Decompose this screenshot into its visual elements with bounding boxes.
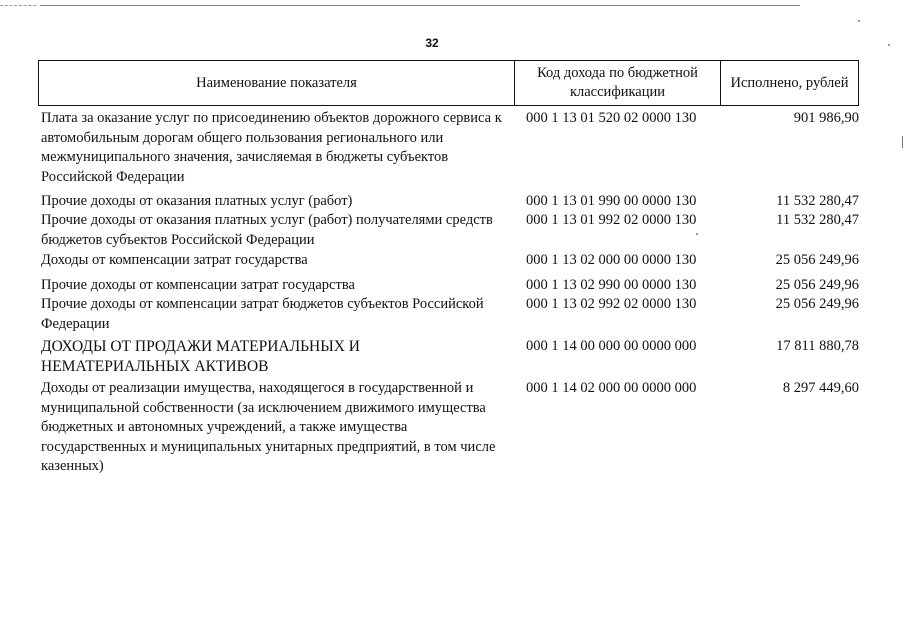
page-top-rule [40,5,800,6]
row-name: Прочие доходы от компенсации затрат государства [41,277,355,293]
row-code: 000 1 13 02 992 02 0000 130 [526,296,697,312]
row-name: Прочие доходы от компенсации затрат бюджетов субъектов Российской Федерации [41,296,484,332]
table-header [38,60,859,106]
page-number: 32 [425,36,439,50]
row-code: 000 1 14 00 000 00 0000 000 [526,338,697,354]
row-name: Прочие доходы от оказания платных услуг (работ) [41,193,353,209]
header-code-column: Код дохода по бюджетной классификации [514,61,720,105]
row-name: Плата за оказание услуг по присоединению объектов дорожного сервиса к автомобильным дорогам общего пользования регионального или межмуниципального значения, зачисляемая в бюджеты субъектов Российской Федерации [41,110,502,185]
row-amount: 25 056 249,96 [775,277,859,293]
row-name: Доходы от реализации имущества, находящегося в государственной и муниципальной собственности (за исключением движимого имущества бюджетных и автономных учреждений, а также имущества государственных и муниципальных унитарных предприятий, в том числе казенных) [41,380,496,474]
row-amount: 25 056 249,96 [775,252,859,268]
row-code: 000 1 13 01 990 00 0000 130 [526,193,697,209]
row-code: 000 1 13 01 992 02 0000 130 [526,212,697,228]
row-code: 000 1 14 02 000 00 0000 000 [526,380,697,396]
row-amount: 11 532 280,47 [776,212,859,228]
scan-speck [696,233,698,235]
row-amount: 25 056 249,96 [775,296,859,312]
row-name: Доходы от компенсации затрат государства [41,252,308,268]
row-name: Прочие доходы от оказания платных услуг (работ) получателями средств бюджетов субъектов Российской Федерации [41,212,493,248]
row-code: 000 1 13 02 000 00 0000 130 [526,252,697,268]
row-name: ДОХОДЫ ОТ ПРОДАЖИ МАТЕРИАЛЬНЫХ И НЕМАТЕРИАЛЬНЫХ АКТИВОВ [41,338,360,375]
scan-edge-mark [902,136,903,148]
row-amount: 901 986,90 [793,110,859,126]
row-amount: 11 532 280,47 [776,193,859,209]
scan-edge-mark [0,5,36,6]
header-name-column: Наименование показателя [196,74,357,91]
row-amount: 17 811 880,78 [776,338,859,354]
row-code: 000 1 13 02 990 00 0000 130 [526,277,697,293]
scan-speck [888,44,890,46]
scan-speck [858,20,860,22]
row-code: 000 1 13 01 520 02 0000 130 [526,110,697,126]
row-amount: 8 297 449,60 [782,380,859,396]
header-amount-column: Исполнено, рублей [720,61,858,105]
